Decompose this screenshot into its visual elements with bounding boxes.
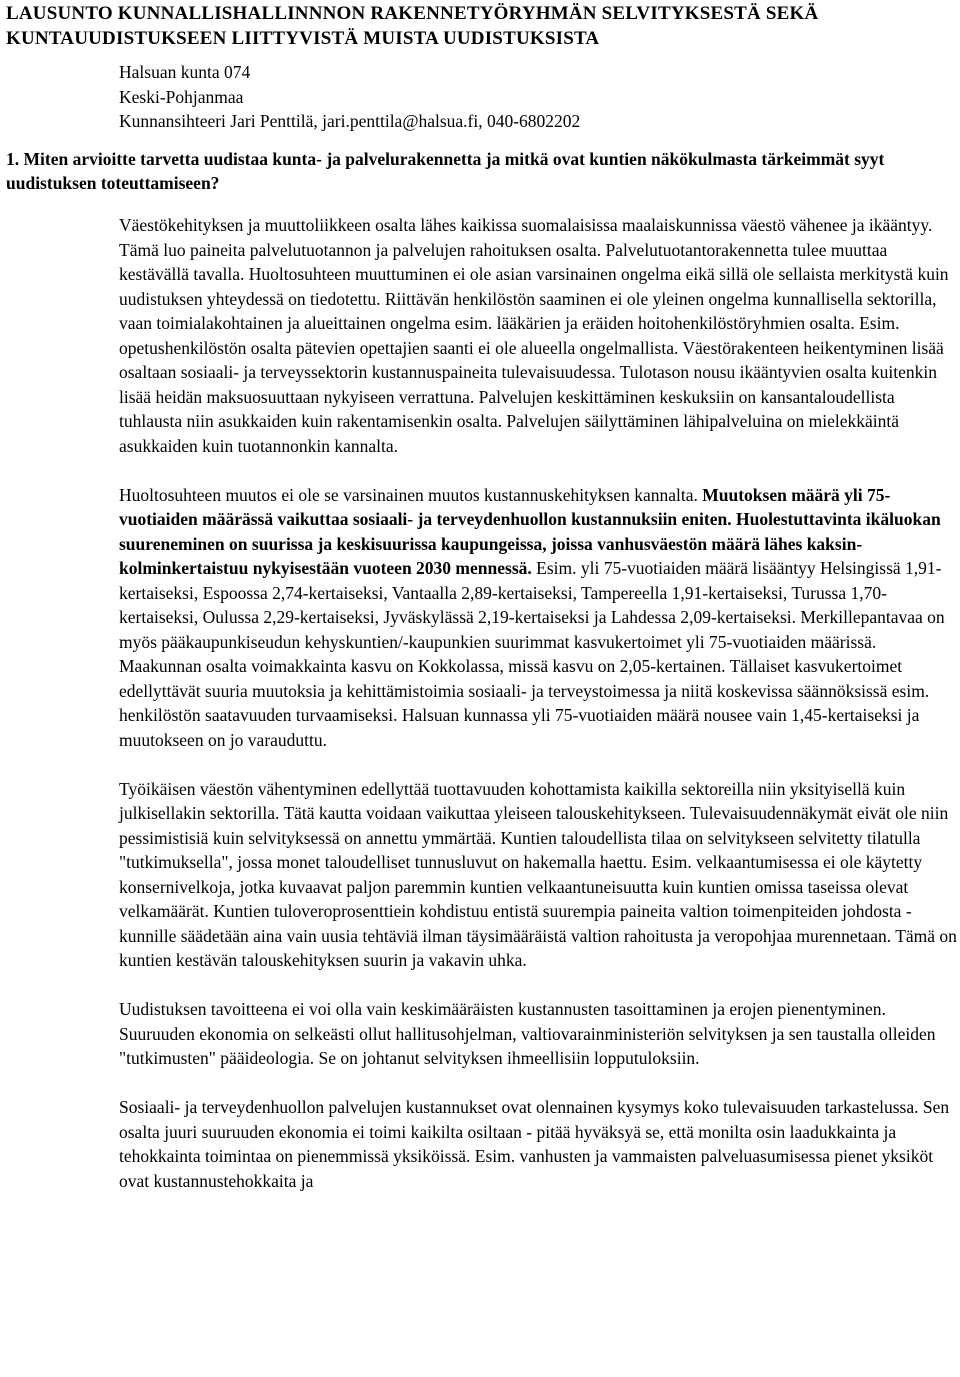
paragraph-1: Väestökehityksen ja muuttoliikkeen osalta lähes kaikissa suomalaisissa maalaiskunnissa väestö vähenee ja ikääntyy. Tämä luo paineita palvelutuotannon ja palvelujen rahoituksen osalta. Palvelutuotantorakennetta tulee muuttaa kestävällä tavalla. Huoltosuhteen muuttuminen ei ole asian varsinainen ongelma eikä sillä ole sellaista merkitystä kuin uudistuksen yhteydessä on tiedotettu. Riittävän henkilöstön saaminen ei ole yleinen ongelma kunnallisella sektorilla, vaan toimialakohtainen ja alueittainen ongelma esim. lääkärien ja eräiden hoitohenkilöstöryhmien osalta. Esim. opetushenkilöstön osalta pätevien opettajien saanti ei ole alueella ongelmallista. Väestörakenteen heikentyminen lisää osaltaan sosiaali- ja terveyssektorin kustannuspaineita tulevaisuudessa. Tulotason nousu ikääntyvien osalta kuitenkin lisää heidän maksuosuuttaan nykyiseen verrattuna. Palvelujen keskittäminen keskuksiin on kansantaloudellista tuhlausta niin asukkaiden kuin rakentamisenkin osalta. Palvelujen säilyttäminen lähipalveluina on mielekkäintä asukkaiden kuin tuotannonkin kannalta. [119,215,949,456]
paragraph-2-intro: Huoltosuhteen muutos ei ole se varsinainen muutos kustannuskehityksen kannalta. [119,484,703,505]
question-1: 1. Miten arvioitte tarvetta uudistaa kunta- ja palvelurakennetta ja mitkä ovat kuntien näkökulmasta tärkeimmät syyt uudistuksen toteuttamiseen? [6,148,885,193]
contact-info: Kunnansihteeri Jari Penttilä, jari.penttila@halsua.fi, 040-6802202 [119,111,581,131]
paragraph-2-rest: Esim. yli 75-vuotiaiden määrä lisääntyy Helsingissä 1,91-kertaiseksi, Espoossa 2,74-kertaiseksi, Vantaalla 2,89-kertaiseksi, Tampereella 1,91-kertaiseksi, Turussa 1,70-kertaiseksi, Oulussa 2,29-kertaiseksi, Jyväskylässä 2,19-kertaiseksi ja Lahdessa 2,09-kertaiseksi. Merkillepantavaa on myös pääkaupunkiseudun kehyskuntien/-kaupunkien suurimmat kasvukertoimet yli 75-vuotiaiden määrissä. Maakunnan osalta voimakkainta kasvu on Kokkolassa, missä kasvu on 2,05-kertainen. Tällaiset kasvukertoimet edellyttävät suuria muutoksia ja kehittämistoimia sosiaali- ja terveystoimessa ja niitä koskevissa säännöksissä esim. henkilöstön saatavuuden turvaamiseksi. Halsuan kunnassa yli 75-vuotiaiden määrä nousee vain 1,45-kertaiseksi ja muutokseen on jo varauduttu. [119,558,945,750]
paragraph-2-bold: Muutoksen määrä yli 75-vuotiaiden määrässä vaikuttaa sosiaali- ja terveydenhuollon kustannuksiin eniten. Huolestuttavinta ikäluokan suureneminen on suurissa ja keskisuurissa kaupungeissa, joissa vanhusväestön määrä lähes kaksin-kolminkertaistuu nykyisestään vuoteen 2030 mennessä. [119,484,941,578]
paragraph-4: Uudistuksen tavoitteena ei voi olla vain keskimääräisten kustannusten tasoittaminen ja erojen pienentyminen. Suuruuden ekonomia on selkeästi ollut hallitusohjelman, valtiovarainministeriön selvityksen ja sen taustalla olleiden "tutkimusten" pääideologia. Se on johtanut selvityksen ihmeellisiin lopputuloksiin. [119,999,936,1068]
municipality-name: Halsuan kunta 074 [119,62,251,82]
paragraph-5: Sosiaali- ja terveydenhuollon palvelujen kustannukset ovat olennainen kysymys koko tulevaisuuden tarkastelussa. Sen osalta juuri suuruuden ekonomia ei toimi kaikilta osiltaan - pitää hyväksyä se, että monilta osin laadukkainta ja tehokkainta toimintaa on pienemmissä yksiköissä. Esim. vanhusten ja vammaisten palveluasumisessa pienet yksiköt ovat kustannustehokkaita ja [119,1097,950,1191]
region-name: Keski-Pohjanmaa [119,86,244,107]
paragraph-2 [119,483,959,753]
paragraph-3: Työikäisen väestön vähentyminen edellyttää tuottavuuden kohottamista kaikilla sektoreilla niin yksityisellä kuin julkisellakin sektorilla. Tätä kautta voidaan vaikuttaa yleiseen talouskehitykseen. Tulevaisuudennäkymät eivät ole niin pessimistisiä kuin selvityksessä on annettu ymmärtää. Kuntien taloudellista tilaa on selvitykseen selvitetty tilatulla "tutkimuksella", jossa monet taloudelliset tunnusluvut on hakemalla haettu. Esim. velkaantumisessa ei ole käytetty konsernivelkoja, jotka kuvaavat paljon paremmin kuntien velkaantuneisuutta kuin kuntien omissa taseissa olevat velkamäärät. Kuntien tuloveroprosenttiein kohdistuu entistä suurempia paineita valtion toimenpiteiden johdosta - kunnille säädetään aina vain uusia tehtäviä ilman täysimääräistä valtion rahoitusta ja veropohjaa murennetaan. Tämä on kuntien kestävän talouskehityksen suurin ja vakavin uhka. [119,778,957,970]
organization-info [119,60,960,134]
document-title: LAUSUNTO KUNNALLISHALLINNNON RAKENNETYÖRYHMÄN SELVITYKSESTÄ SEKÄ KUNTAUUDISTUKSEEN LIITTYVISTÄ MUISTA UUDISTUKSISTA [6,3,819,49]
